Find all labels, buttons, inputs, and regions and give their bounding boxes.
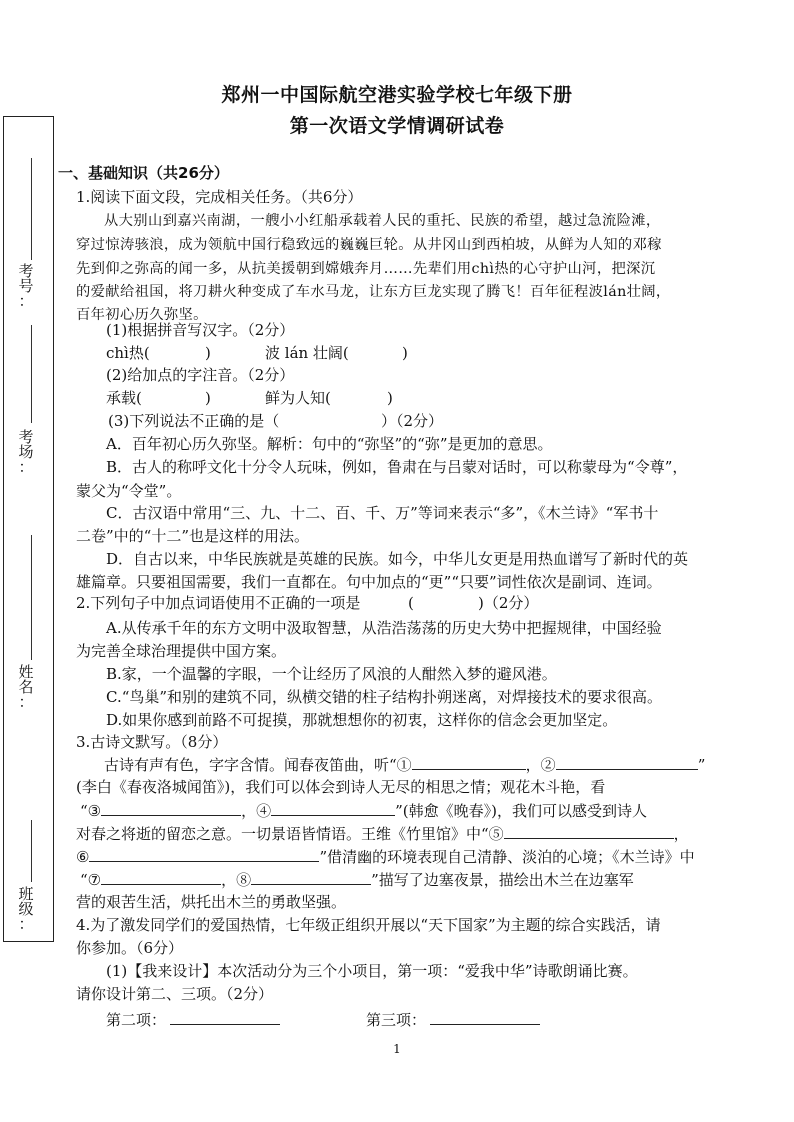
answer-blank-7[interactable] — [101, 869, 221, 885]
q1-option-a: A．百年初心历久弥坚。解析：句中的“弥坚”的“弥”是更加的意思。 — [106, 435, 553, 453]
q1-option-d-cont: 雄篇章。只要祖国需要，我们一直都在。句中加点的“更”“只要”词性依次是副词、连词。 — [76, 573, 662, 591]
q1-sub1-item: chì热( — [106, 344, 150, 362]
q1-stem: 1.阅读下面文段，完成相关任务。（共6分） — [76, 188, 363, 206]
q1-sub2-stem: (2)给加点的字注音。（2分） — [106, 366, 295, 384]
q3-text: “③ — [80, 802, 102, 820]
q4-stem-cont: 你参加。（6分） — [76, 939, 184, 957]
q3-text: ”描写了边塞夜景，描绘出木兰在边塞军 — [371, 871, 634, 889]
q3-line — [76, 823, 689, 844]
q1-passage-line: 先到仰之弥高的闻一多，从抗美援朝到嫦娥奔月……先辈们用chì热的心守护山河，把深沉 — [76, 261, 656, 277]
q3-text: 古诗有声有色，字字含情。闻春夜笛曲，听“① — [104, 756, 412, 774]
page-number: 1 — [393, 1042, 401, 1056]
q3-text: ”借清幽的环境表现自己清静、淡泊的心境；《木兰诗》中 — [319, 848, 695, 866]
q3-text: ”(韩愈《晚春》)，我们可以感受到诗人 — [395, 802, 648, 820]
q3-text: 对春之将逝的留恋之意。一切景语皆情语。王维《竹里馆》中“⑤ — [76, 825, 504, 843]
q4-stem: 4.为了激发同学们的爱国热情，七年级正组织开展以“天下国家”为主题的综合实践活，请 — [76, 916, 661, 934]
name-label: 姓 名 ： — [18, 663, 34, 711]
q3-line: 营的艰苦生活，烘托出木兰的勇敢坚强。 — [76, 893, 347, 911]
exam-no-label: 考 号 ： — [18, 262, 34, 310]
q1-option-b: B．古人的称呼文化十分令人玩味，例如，鲁肃在与吕蒙对话时，可以称蒙母为“令尊”， — [106, 458, 688, 476]
name-line[interactable] — [31, 535, 32, 660]
q2-option-d: D.如果你感到前路不可捉摸，那就想想你的初衷，这样你的信念会更加坚定。 — [106, 711, 618, 729]
q3-text: “⑦ — [80, 871, 102, 889]
q1-passage-line: 百年初心历久弥坚。 — [76, 307, 208, 323]
q3-line — [76, 846, 695, 867]
answer-blank-item-3[interactable] — [430, 1009, 540, 1025]
q4-item-2 — [106, 1009, 280, 1030]
q3-text: ⑥ — [76, 848, 90, 866]
q1-passage-line: 穿过惊涛骇浪，成为领航中国行稳致远的巍巍巨轮。从井冈山到西柏坡，从鲜为人知的邓稼 — [76, 237, 662, 253]
page-title: 郑州一中国际航空港实验学校七年级下册 — [221, 84, 573, 106]
exam-room-line[interactable] — [31, 325, 32, 423]
q1-sub1-answer-close[interactable]: ) — [402, 344, 408, 362]
q1-option-c: C．古汉语中常用“三、九、十二、百、千、万”等词来表示“多”，《木兰诗》“军书十 — [106, 504, 659, 522]
class-label: 班 级 ： — [18, 885, 34, 933]
q2-option-c: C.“鸟巢”和别的建筑不同，纵横交错的柱子结构扑朔迷离，对焊接技术的要求很高。 — [106, 688, 663, 706]
answer-blank-1[interactable] — [412, 754, 526, 770]
q2-paren-close[interactable]: )（2分） — [478, 594, 539, 612]
exam-room-label: 考 场 ： — [18, 428, 34, 476]
answer-blank-6[interactable] — [89, 846, 319, 862]
class-line[interactable] — [31, 820, 32, 882]
q4-item-3 — [366, 1009, 540, 1030]
q1-sub2-item: 承载( — [106, 389, 142, 407]
exam-no-line[interactable] — [31, 158, 32, 260]
q2-stem: 2.下列句子中加点词语使用不正确的一项是 — [76, 594, 361, 612]
q1-passage-line: 的爱献给祖国，将刀耕火种变成了车水马龙，让东方巨龙实现了腾飞！百年征程波lán壮阔， — [76, 284, 671, 300]
q3-stem: 3.古诗文默写。（8分） — [76, 733, 228, 751]
page-subtitle: 第一次语文学情调研试卷 — [289, 115, 505, 137]
q3-line — [80, 869, 634, 890]
answer-blank-8[interactable] — [251, 869, 371, 885]
q3-text: ，④ — [241, 802, 272, 820]
answer-blank-4[interactable] — [271, 800, 395, 816]
q3-line — [104, 754, 705, 775]
q3-line: (李白《春夜洛城闻笛》)，我们可以体会到诗人无尽的相思之情；观花木斗艳，看 — [76, 778, 606, 796]
q1-sub1-answer-close[interactable]: ) — [205, 344, 211, 362]
q2-option-b: B.家，一个温馨的字眼，一个让经历了风浪的人酣然入梦的避风港。 — [106, 665, 557, 683]
q1-sub2-answer-close[interactable]: ) — [205, 389, 211, 407]
q3-text: ，② — [525, 756, 556, 774]
q1-sub3-stem: (3)下列说法不正确的是（ — [108, 412, 280, 430]
binding-margin-box — [3, 116, 54, 942]
q2-paren-open[interactable]: ( — [408, 594, 414, 612]
q4-sub1-cont: 请你设计第二、三项。（2分） — [76, 985, 274, 1003]
answer-blank-item-2[interactable] — [170, 1009, 280, 1025]
q1-option-b-cont: 蒙父为“令堂”。 — [76, 482, 182, 500]
q1-option-c-cont: 二卷”中的“十二”也是这样的用法。 — [76, 527, 310, 545]
q2-option-a: A.从传承千年的东方文明中汲取智慧，从浩浩荡荡的历史大势中把握规律，中国经验 — [106, 619, 662, 637]
q1-sub2-answer-close[interactable]: ) — [387, 389, 393, 407]
q3-line — [80, 800, 647, 821]
answer-blank-3[interactable] — [101, 800, 241, 816]
q1-sub3-tail[interactable]: ）（2分） — [381, 412, 444, 430]
q4-sub1: (1)【我来设计】本次活动分为三个小项目，第一项：“爱我中华”诗歌朗诵比赛。 — [106, 962, 638, 980]
q1-option-d: D．自古以来，中华民族就是英雄的民族。如今，中华儿女更是用热血谱写了新时代的英 — [106, 550, 689, 568]
q4-item-2-label: 第二项： — [106, 1011, 167, 1029]
q1-passage-line: 从大别山到嘉兴南湖，一艘小小红船承载着人民的重托、民族的希望，越过急流险滩， — [104, 213, 661, 229]
q2-option-a-cont: 为完善全球治理提供中国方案。 — [76, 642, 287, 660]
section-heading: 一、基础知识（共26分） — [58, 164, 229, 182]
q1-sub2-item: 鲜为人知( — [265, 389, 331, 407]
q3-text: ” — [697, 756, 706, 774]
answer-blank-5[interactable] — [504, 823, 674, 839]
answer-blank-2[interactable] — [556, 754, 698, 770]
q3-text: ， — [673, 825, 689, 843]
q4-item-3-label: 第三项： — [366, 1011, 427, 1029]
q3-text: ，⑧ — [221, 871, 252, 889]
q1-sub1-item: 波 lán 壮阔( — [265, 344, 349, 362]
q1-sub1-stem: (1)根据拼音写汉字。（2分） — [106, 321, 295, 339]
